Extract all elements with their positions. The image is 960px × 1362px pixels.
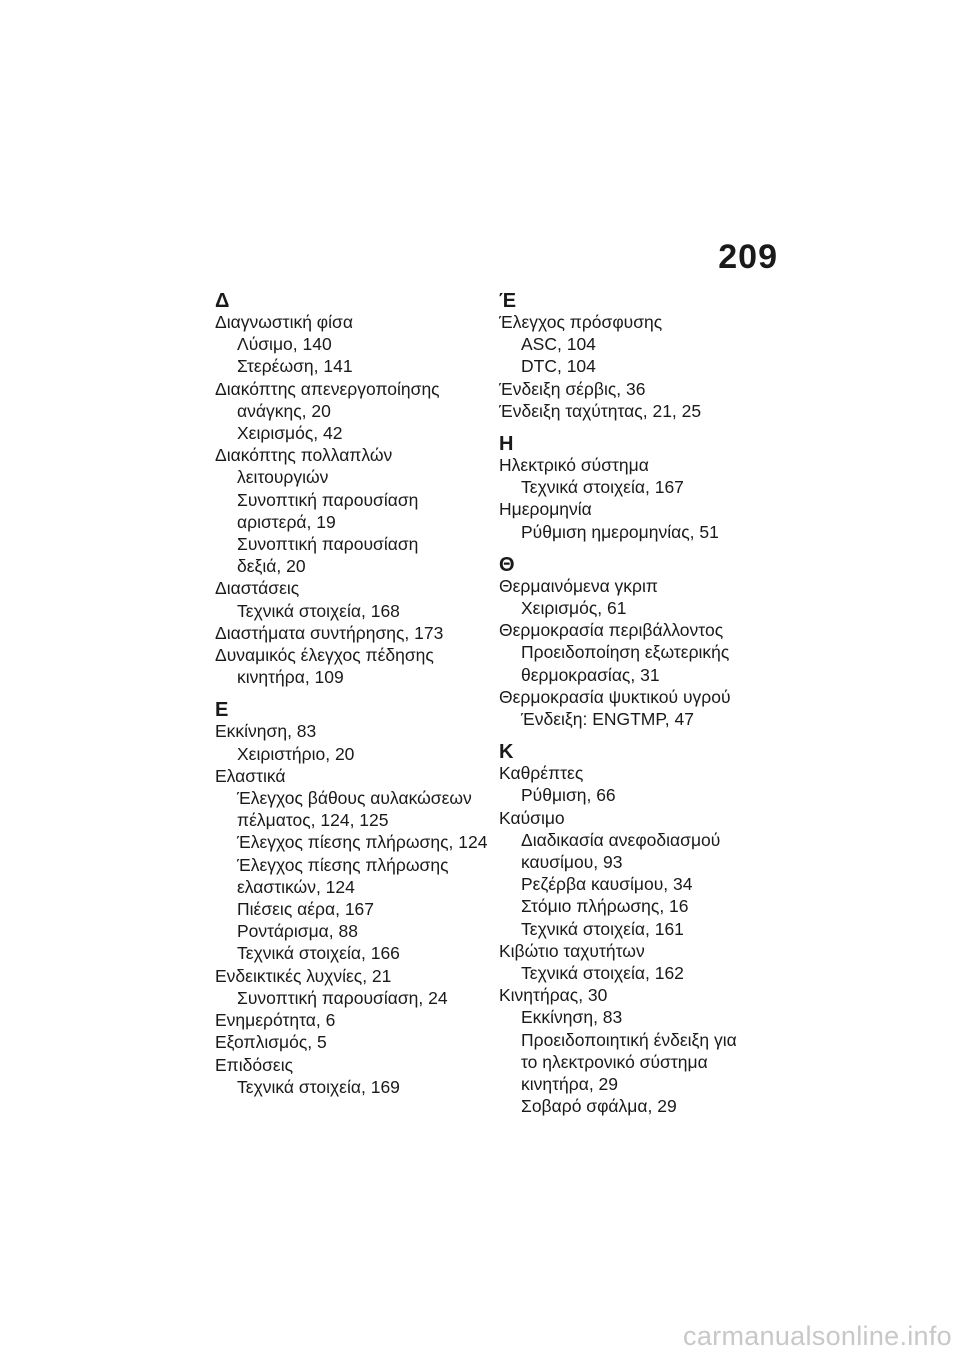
index-section bbox=[215, 291, 497, 688]
index-section bbox=[499, 742, 781, 1117]
index-entry: Διακόπτης απενεργοποίησης bbox=[215, 378, 440, 399]
index-subentry: ελαστικών, 124 bbox=[237, 876, 355, 897]
index-entry: Ενημερότητα, 6 bbox=[215, 1010, 336, 1031]
index-subentry: Τεχνικά στοιχεία, 162 bbox=[521, 963, 684, 984]
index-entry: Ένδειξη ταχύτητας, 21, 25 bbox=[499, 400, 702, 421]
index-subentry: Ροντάρισμα, 88 bbox=[237, 921, 358, 942]
index-section bbox=[499, 434, 781, 543]
index-subentry: Προειδοποιητική ένδειξη για bbox=[521, 1029, 737, 1050]
index-entry: Επιδόσεις bbox=[215, 1054, 294, 1075]
index-subentry: Προειδοποίηση εξωτερικής bbox=[521, 642, 730, 663]
index-subentry: Στερέωση, 141 bbox=[237, 356, 353, 377]
index-subentry: Συνοπτική παρουσίαση, 24 bbox=[237, 987, 448, 1008]
index-subentry: Έλεγχος βάθους αυλακώσεων bbox=[237, 788, 472, 809]
index-subentry: Χειρισμός, 61 bbox=[521, 598, 627, 619]
index-subentry: Έλεγχος πίεσης πλήρωσης, 124 bbox=[237, 832, 488, 853]
section-letter: Δ bbox=[215, 290, 230, 312]
index-subentry: θερμοκρασίας, 31 bbox=[521, 664, 660, 685]
index-entry: Κιβώτιο ταχυτήτων bbox=[499, 940, 645, 961]
footer-watermark[interactable]: carmanualsonline.info bbox=[683, 1321, 952, 1351]
index-subentry: Σοβαρό σφάλμα, 29 bbox=[521, 1096, 677, 1117]
index-subentry: Εκκίνηση, 83 bbox=[521, 1007, 623, 1028]
index-entry: Διακόπτης πολλαπλών bbox=[215, 445, 393, 466]
index-subentry: αριστερά, 19 bbox=[237, 511, 336, 532]
index-entry: Θερμοκρασία ψυκτικού υγρού bbox=[499, 686, 731, 707]
index-subentry: Ρεζέρβα καυσίμου, 34 bbox=[521, 874, 693, 895]
index-entry: Ηλεκτρικό σύστημα bbox=[499, 455, 649, 476]
index-subentry: δεξιά, 20 bbox=[237, 556, 306, 577]
index-subentry: Διαδικασία ανεφοδιασμού bbox=[521, 829, 721, 850]
index-subentry: ASC, 104 bbox=[521, 334, 596, 355]
index-entry: Ενδεικτικές λυχνίες, 21 bbox=[215, 965, 392, 986]
index-entry: Θερμαινόμενα γκριπ bbox=[499, 575, 658, 596]
section-letter: Θ bbox=[499, 553, 515, 576]
index-subentry: Πιέσεις αέρα, 167 bbox=[237, 899, 375, 920]
index-subentry: το ηλεκτρονικό σύστημα bbox=[521, 1051, 708, 1072]
section-letter: Κ bbox=[499, 741, 514, 764]
index-subentry: Συνοπτική παρουσίαση bbox=[237, 489, 419, 510]
index-subentry: Τεχνικά στοιχεία, 167 bbox=[521, 477, 684, 498]
index-entry: Ένδειξη σέρβις, 36 bbox=[499, 378, 646, 399]
index-entry: Ημερομηνία bbox=[499, 499, 592, 520]
index-subentry: Τεχνικά στοιχεία, 161 bbox=[521, 918, 684, 939]
section-letter: Έ bbox=[499, 290, 517, 312]
index-entry: Καθρέπτες bbox=[499, 763, 584, 784]
index-subentry: ανάγκης, 20 bbox=[237, 400, 331, 421]
index-entry: Εξοπλισμός, 5 bbox=[215, 1032, 327, 1053]
index-entry: Διαστήματα συντήρησης, 173 bbox=[215, 622, 444, 643]
index-entry: Εκκίνηση, 83 bbox=[215, 721, 317, 742]
index-section bbox=[215, 700, 497, 1097]
index-subentry: πέλματος, 124, 125 bbox=[237, 810, 389, 831]
index-entry: Θερμοκρασία περιβάλλοντος bbox=[499, 620, 724, 641]
index-subentry: DTC, 104 bbox=[521, 356, 596, 377]
section-letter: Η bbox=[499, 433, 514, 456]
index-subentry: Λύσιμο, 140 bbox=[237, 334, 332, 355]
index-subentry: Χειρισμός, 42 bbox=[237, 423, 343, 444]
index-entry: Δυναμικός έλεγχος πέδησης bbox=[215, 645, 434, 666]
index-entry: Διαστάσεις bbox=[215, 578, 300, 599]
index-column-left bbox=[215, 291, 497, 1110]
index-column-right bbox=[499, 291, 781, 1130]
index-subentry: καυσίμου, 93 bbox=[521, 852, 623, 873]
index-section bbox=[499, 291, 781, 422]
index-entry: Ελαστικά bbox=[215, 765, 286, 786]
page-number: 209 bbox=[718, 238, 778, 276]
index-subentry: Τεχνικά στοιχεία, 166 bbox=[237, 943, 400, 964]
index-entry: Διαγνωστική φίσα bbox=[215, 312, 353, 332]
index-subentry: Χειριστήριο, 20 bbox=[237, 743, 355, 764]
index-subentry: Συνοπτική παρουσίαση bbox=[237, 534, 419, 555]
index-entry: Καύσιμο bbox=[499, 807, 565, 828]
index-subentry: λειτουργιών bbox=[237, 467, 329, 488]
index-subentry: κινητήρα, 29 bbox=[521, 1074, 619, 1095]
index-subentry: Τεχνικά στοιχεία, 168 bbox=[237, 600, 400, 621]
index-subentry: Στόμιο πλήρωσης, 16 bbox=[521, 896, 689, 917]
index-subentry: κινητήρα, 109 bbox=[237, 667, 344, 688]
index-entry: Κινητήρας, 30 bbox=[499, 985, 608, 1006]
index-section bbox=[499, 555, 781, 730]
index-entry: Έλεγχος πρόσφυσης bbox=[499, 312, 663, 332]
index-subentry: Τεχνικά στοιχεία, 169 bbox=[237, 1076, 400, 1097]
index-subentry: Ρύθμιση, 66 bbox=[521, 785, 616, 806]
section-letter: Ε bbox=[215, 699, 229, 722]
index-subentry: Ένδειξη: ENGTMP, 47 bbox=[521, 709, 694, 730]
index-subentry: Έλεγχος πίεσης πλήρωσης bbox=[237, 854, 449, 875]
index-subentry: Ρύθμιση ημερομηνίας, 51 bbox=[521, 521, 719, 542]
